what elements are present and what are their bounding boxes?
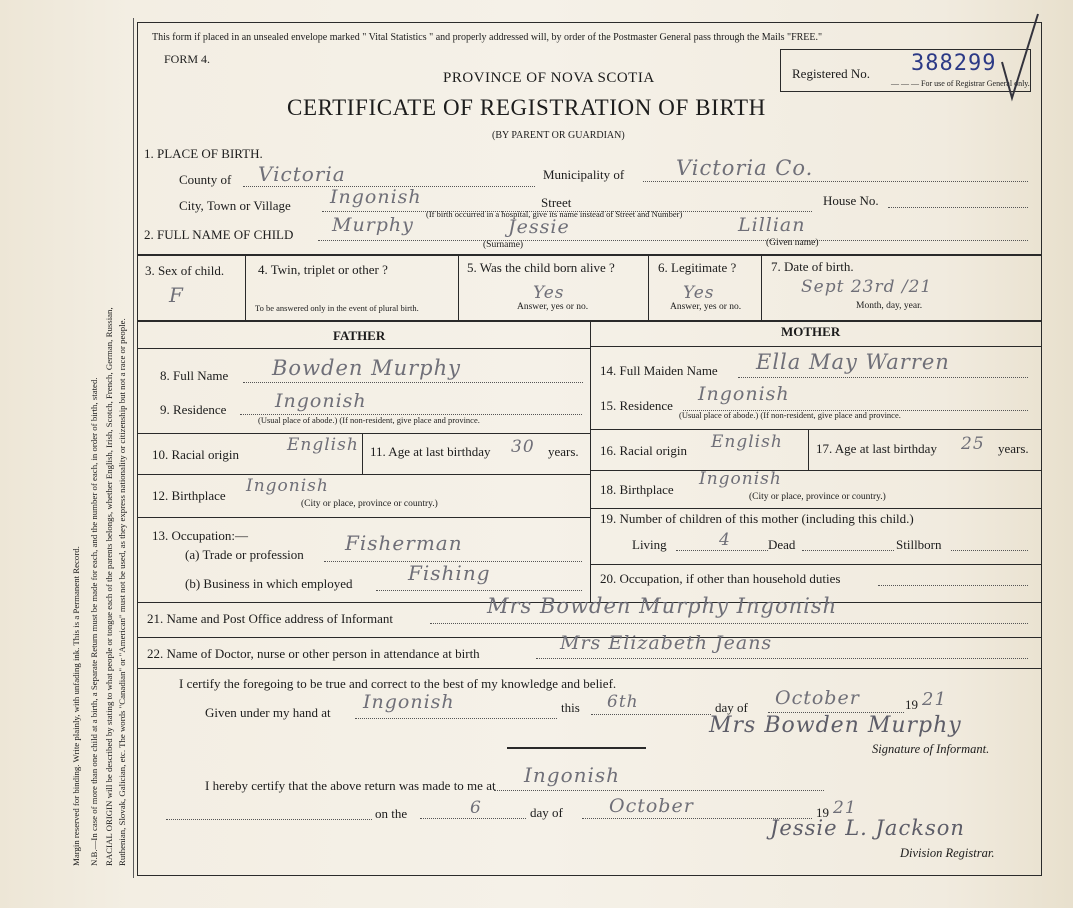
certification-year-value: 21 — [922, 689, 947, 710]
father-trade-label: (a) Trade or profession — [185, 547, 304, 562]
informant-value: Mrs Bowden Murphy Ingonish — [487, 594, 838, 618]
form-number: FORM 4. — [164, 52, 211, 66]
date-of-birth-value: Sept 23rd /21 — [801, 277, 933, 297]
father-racial-label: 10. Racial origin — [152, 447, 240, 462]
father-age-divider — [362, 433, 363, 474]
county-value: Victoria — [258, 162, 346, 186]
father-row-rule-1 — [137, 433, 591, 434]
certification-year-prefix: 19 — [905, 697, 918, 712]
registrar-place-value: Ingonish — [524, 763, 621, 787]
hospital-note: (If birth occurred in a hospital, give its name instead of Street and Number) — [426, 209, 683, 219]
house-number-line — [888, 207, 1028, 208]
mother-heading: MOTHER — [781, 324, 841, 339]
alive-label: 5. Was the child born alive ? — [467, 260, 615, 275]
father-occupation-label: 13. Occupation:— — [152, 528, 249, 543]
doctor-line — [536, 658, 1028, 659]
mother-racial-label: 16. Racial origin — [600, 443, 688, 458]
registrar-statement: I hereby certify that the above return was made to me at — [205, 778, 496, 793]
father-birthplace-note: (City or place, province or country.) — [301, 499, 438, 509]
father-racial-value: English — [287, 435, 359, 455]
margin-note-multiple-births: N.B.—In case of more than one child at a birth, a Separate Return must be made for each, and the number of each, in order of birth, stated. — [89, 377, 99, 866]
stillborn-label: Stillborn — [896, 537, 942, 552]
margin-note-binding: Margin reserved for binding. Write plainly, with unfading ink. This is a Permanent Record. — [71, 546, 81, 866]
father-age-unit: years. — [548, 444, 579, 459]
city-value: Ingonish — [330, 186, 422, 208]
col-divider-3 — [648, 254, 649, 320]
mail-notice: This form if placed in an unsealed envelope marked " Vital Statistics " and properly addressed will, by order of the Postmaster General pass through the Mails "FREE." — [152, 32, 823, 43]
doctor-label: 22. Name of Doctor, nurse or other person in attendance at birth — [147, 646, 480, 661]
father-age-value: 30 — [511, 437, 535, 457]
province-heading: PROVINCE OF NOVA SCOTIA — [443, 70, 655, 86]
registrar-day-line — [420, 818, 526, 819]
father-birthplace-value: Ingonish — [246, 476, 329, 496]
father-row-rule-2 — [137, 474, 591, 475]
registrar-caption: Division Registrar. — [900, 846, 995, 860]
certificate-subtitle: (BY PARENT OR GUARDIAN) — [492, 130, 625, 141]
child-name-line — [318, 240, 1028, 241]
informant-signature-caption: Signature of Informant. — [872, 742, 990, 756]
registrar-on-label: on the — [375, 806, 408, 821]
father-name-line — [243, 382, 583, 383]
alive-note: Answer, yes or no. — [517, 302, 589, 312]
registered-label: Registered No. — [792, 66, 870, 81]
mother-age-value: 25 — [961, 434, 985, 454]
mother-residence-note: (Usual place of abode.) (If non-resident, give place and province. — [679, 410, 901, 420]
surname-note: (Surname) — [483, 240, 524, 250]
sex-label: 3. Sex of child. — [145, 263, 225, 278]
certification-day-value: 6th — [607, 692, 639, 712]
given-place-line — [355, 718, 557, 719]
registrar-place-line — [494, 790, 824, 791]
mother-row-rule-2 — [590, 470, 1042, 471]
parents-col-divider — [590, 320, 591, 602]
registrar-blank-line — [166, 819, 372, 820]
mother-racial-value: English — [711, 432, 783, 452]
mother-residence-label: 15. Residence — [600, 398, 673, 413]
mother-occupation-line — [878, 585, 1028, 586]
informant-signature: Mrs Bowden Murphy — [709, 713, 962, 738]
city-label: City, Town or Village — [179, 198, 291, 213]
informant-line — [430, 623, 1028, 624]
children-count-label: 19. Number of children of this mother (including this child.) — [600, 511, 914, 526]
place-of-birth-heading: 1. PLACE OF BIRTH. — [144, 146, 263, 161]
registrar-signature: Jessie L. Jackson — [770, 816, 965, 840]
dead-label: Dead — [768, 537, 796, 552]
sex-value: F — [169, 283, 184, 307]
stillborn-line — [951, 550, 1028, 551]
registrar-month-value: October — [609, 795, 694, 817]
father-business-label: (b) Business in which employed — [185, 576, 353, 591]
legitimate-note: Answer, yes or no. — [670, 302, 742, 312]
col-divider-2 — [458, 254, 459, 320]
registrar-day-of-label: day of — [530, 805, 563, 820]
father-name-label: 8. Full Name — [160, 368, 229, 383]
given-name-note: (Given name) — [766, 238, 819, 248]
date-of-birth-note: Month, day, year. — [856, 301, 923, 311]
date-of-birth-label: 7. Date of birth. — [771, 259, 854, 274]
given-place-value: Ingonish — [363, 691, 455, 713]
street-label: Street — [541, 195, 572, 210]
registered-note: — — — For use of Registrar General only. — [891, 79, 1030, 88]
mother-row-rule-1 — [590, 429, 1042, 430]
certificate-title: CERTIFICATE OF REGISTRATION OF BIRTH — [287, 95, 766, 120]
dead-line — [802, 550, 894, 551]
margin-note-racial-origin: RACIAL ORIGIN will be described by stating to what people or tongue each of the parents belongs, whether English, Irish, Scotch, French, German, Russian, — [104, 307, 114, 866]
living-value: 4 — [719, 530, 731, 550]
doctor-value: Mrs Elizabeth Jeans — [560, 632, 773, 654]
father-heading-rule — [137, 348, 591, 349]
father-residence-label: 9. Residence — [160, 402, 227, 417]
legitimate-label: 6. Legitimate ? — [658, 260, 737, 275]
doctor-bottom-rule — [137, 668, 1042, 669]
mother-age-label: 17. Age at last birthday — [816, 441, 937, 456]
father-business-value: Fishing — [408, 561, 491, 585]
mother-row-rule-4 — [590, 564, 1042, 565]
given-under-hand-label: Given under my hand at — [205, 705, 331, 720]
child-surname-value: Murphy — [332, 214, 414, 236]
father-business-line — [376, 590, 582, 591]
municipality-value: Victoria Co. — [676, 156, 814, 180]
father-trade-value: Fisherman — [345, 531, 463, 555]
municipality-label: Municipality of — [543, 167, 625, 182]
child-given-name-value: Lillian — [738, 214, 806, 236]
mother-occupation-label: 20. Occupation, if other than household duties — [600, 571, 841, 586]
father-age-label: 11. Age at last birthday — [370, 444, 491, 459]
mother-row-rule-3 — [590, 508, 1042, 509]
mother-name-line — [738, 377, 1028, 378]
binding-margin-line — [133, 18, 134, 878]
father-residence-note: (Usual place of abode.) (If non-resident, give place and province. — [258, 415, 480, 425]
mother-name-label: 14. Full Maiden Name — [600, 363, 718, 378]
father-residence-value: Ingonish — [275, 390, 367, 412]
child-middle-name-value: Jessie — [508, 216, 570, 238]
mother-birthplace-label: 18. Birthplace — [600, 482, 674, 497]
living-label: Living — [632, 537, 667, 552]
municipality-line — [643, 181, 1028, 182]
certification-statement: I certify the foregoing to be true and correct to the best of my knowledge and belief. — [179, 676, 617, 691]
mother-age-divider — [808, 429, 809, 470]
mother-residence-value: Ingonish — [698, 383, 790, 405]
registered-box — [780, 49, 1031, 92]
twin-label: 4. Twin, triplet or other ? — [258, 262, 388, 277]
father-birthplace-label: 12. Birthplace — [152, 488, 226, 503]
registrar-year-prefix: 19 — [816, 805, 829, 820]
mother-heading-rule — [590, 346, 1042, 347]
house-number-label: House No. — [823, 193, 879, 208]
father-heading: FATHER — [333, 328, 386, 343]
checkmark-icon — [996, 10, 1046, 110]
col-divider-1 — [245, 254, 246, 320]
informant-label: 21. Name and Post Office address of Informant — [147, 611, 393, 626]
mother-birthplace-note: (City or place, province or country.) — [749, 492, 886, 502]
mother-birthplace-value: Ingonish — [699, 469, 782, 489]
row-divider-top — [137, 254, 1042, 256]
twin-note: To be answered only in the event of plural birth. — [255, 303, 419, 313]
child-name-label: 2. FULL NAME OF CHILD — [144, 227, 294, 242]
registrar-day-value: 6 — [470, 798, 482, 818]
certification-month-value: October — [775, 687, 860, 709]
mother-age-unit: years. — [998, 441, 1029, 456]
certification-day-of-label: day of — [715, 700, 748, 715]
father-row-rule-3 — [137, 517, 591, 518]
mother-name-value: Ella May Warren — [756, 350, 950, 374]
registrar-year-value: 21 — [833, 798, 857, 818]
father-name-value: Bowden Murphy — [272, 356, 462, 380]
registered-number: 388299 — [911, 51, 997, 76]
col-divider-4 — [761, 254, 762, 320]
informant-signature-underline — [507, 747, 646, 749]
living-line — [676, 550, 768, 551]
county-label: County of — [179, 172, 232, 187]
alive-value: Yes — [533, 283, 565, 303]
this-label: this — [561, 700, 580, 715]
legitimate-value: Yes — [683, 283, 715, 303]
certification-day-line — [591, 714, 711, 715]
margin-note-nationality: Ruthenian, Slovak, Galician, etc. The words "Canadian" or "American" must not be used, as they express nationality or citizenship but not a race or people. — [117, 318, 127, 866]
